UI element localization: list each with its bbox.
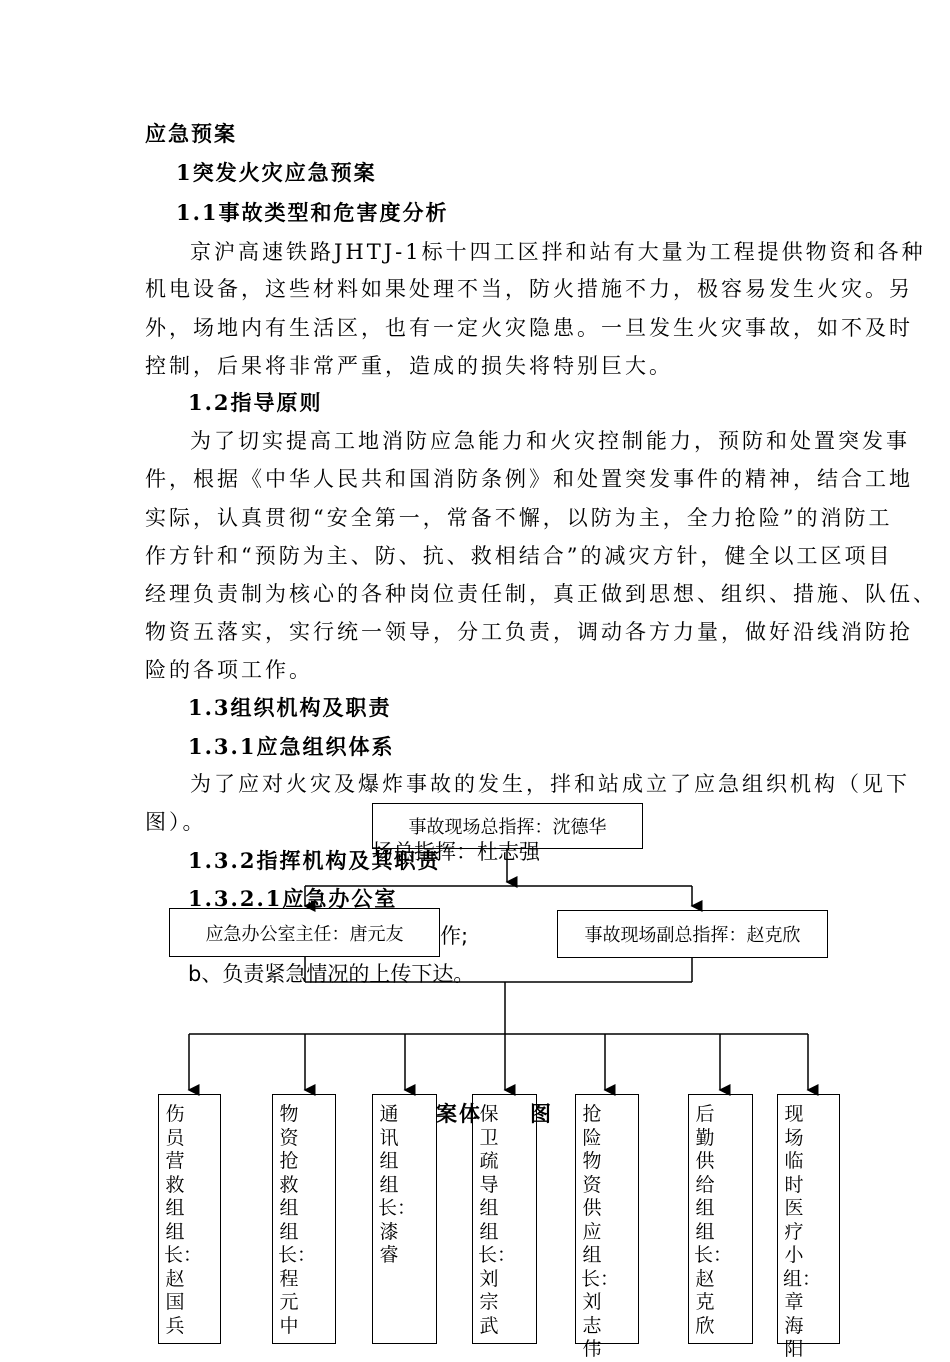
paragraph-line: 为了切实提高工地消防应急能力和火灾控制能力，预防和处置突发事 xyxy=(190,429,910,453)
paragraph-line: 险的各项工作。 xyxy=(145,658,313,682)
overlap-text: 图 xyxy=(530,1102,553,1126)
heading-1-3-2-1: 1.3.2.1应急办公室 xyxy=(188,886,398,911)
paragraph-line: 机电设备，这些材料如果处理不当，防火措施不力，极容易发生火灾。另 xyxy=(145,277,913,301)
paragraph-line: 物资五落实，实行统一领导，分工负责，调动各方力量，做好沿线消防抢 xyxy=(145,620,913,644)
heading-1-3-1: 1.3.1应急组织体系 xyxy=(188,734,395,759)
doc-title: 应急预案 xyxy=(145,121,237,146)
office-director-box: 应急办公室主任：唐元友 xyxy=(169,908,440,957)
group-label: 物资抢救组组长：程元中 xyxy=(278,1103,317,1337)
group-label: 伤员营救组组长：赵国兵 xyxy=(164,1103,203,1337)
paragraph-line: 图）。 xyxy=(145,810,207,834)
paragraph-line: 控制，后果将非常严重，造成的损失将特别巨大。 xyxy=(145,354,673,378)
chief-commander-box: 事故现场总指挥：沈德华 xyxy=(372,803,643,849)
group-box xyxy=(472,1094,537,1344)
group-label: 保卫疏导组组长：刘宗武 xyxy=(478,1103,517,1337)
paragraph-line: 作方针和“预防为主、防、抗、救相结合”的减灾方针，健全以工区项目 xyxy=(145,544,893,568)
group-box xyxy=(777,1094,840,1360)
group-label: 现场临时医疗小组：章海阳 xyxy=(783,1103,822,1360)
heading-1: 1突发火灾应急预案 xyxy=(176,160,377,185)
overlap-text: 案体 xyxy=(436,1102,482,1126)
paragraph-line: 经理负责制为核心的各种岗位责任制，真正做到思想、组织、措施、队伍、 xyxy=(145,582,937,606)
paragraph-line: 件，根据《中华人民共和国消防条例》和处置突发事件的精神，结合工地 xyxy=(145,467,913,491)
group-box xyxy=(158,1094,221,1344)
paragraph-line: 实际，认真贯彻“安全第一，常备不懈，以防为主，全力抢险”的消防工 xyxy=(145,506,893,530)
deputy-commander-box: 事故现场副总指挥：赵克欣 xyxy=(557,910,828,958)
group-box xyxy=(272,1094,336,1344)
paragraph-line: 京沪高速铁路JHTJ-1标十四工区拌和站有大量为工程提供物资和各种 xyxy=(190,240,926,264)
group-label: 抢险物资供应组长：刘志伟 xyxy=(581,1103,620,1360)
group-label: 通讯组组长：漆睿 xyxy=(378,1103,417,1266)
group-box xyxy=(688,1094,753,1344)
group-label: 后勤供给组组长：赵克欣 xyxy=(694,1103,733,1337)
heading-1-1: 1.1事故类型和危害度分析 xyxy=(176,200,449,225)
heading-1-3-2: 1.3.2指挥机构及其职责 xyxy=(188,848,441,873)
heading-1-2: 1.2指导原则 xyxy=(188,390,323,415)
heading-1-3: 1.3组织机构及职责 xyxy=(188,695,392,720)
overlap-text: 场总指挥：杜志强 xyxy=(372,840,540,864)
paragraph-line: 为了应对火灾及爆炸事故的发生，拌和站成立了应急组织机构（见下 xyxy=(190,772,910,796)
group-box xyxy=(372,1094,437,1344)
overlap-text: 作; xyxy=(440,924,469,948)
paragraph-line: 外，场地内有生活区，也有一定火灾隐患。一旦发生火灾事故，如不及时 xyxy=(145,316,913,340)
group-box xyxy=(575,1094,639,1360)
overlap-text: b、负责紧急情况的上传下达。 xyxy=(188,962,475,986)
